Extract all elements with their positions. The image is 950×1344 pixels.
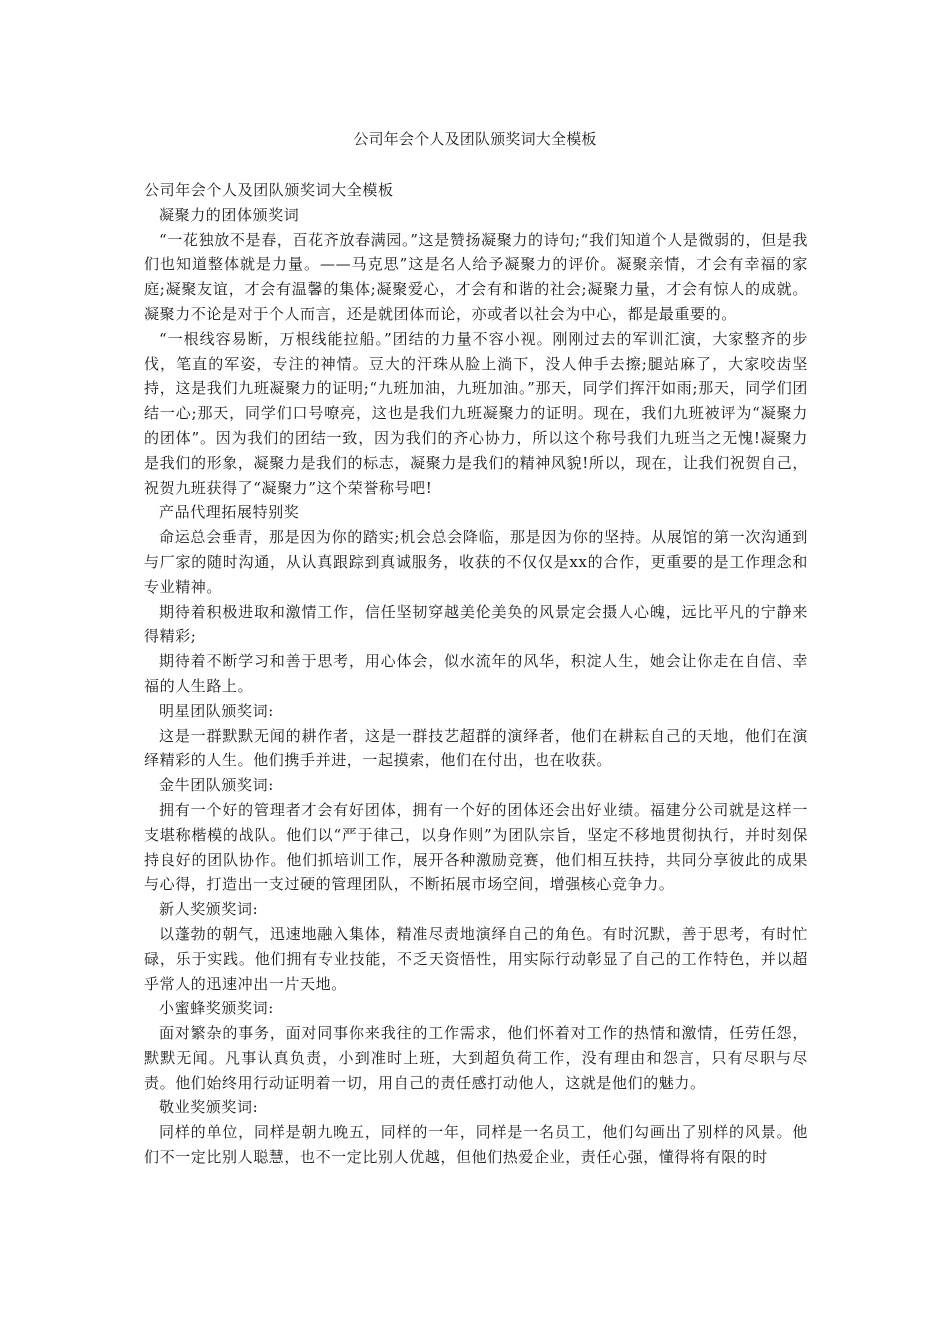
paragraph: 小蜜蜂奖颁奖词:	[159, 999, 274, 1018]
paragraph: 面对繁杂的事务，面对同事你来我往的工作需求，他们怀着对工作的热情和激情，任劳任怨，默默无闻。凡事认真负责，小到准时上班，大到超负荷工作，没有理由和怨言，只有尽职与尽责。他们始终用行动证明着一切，用自己的责任感打动他人，这就是他们的魅力。	[144, 1024, 808, 1092]
paragraph: 敬业奖颁奖词:	[159, 1098, 259, 1117]
paragraph: 公司年会个人及团队颁奖词大全模板	[144, 181, 394, 199]
paragraph: 命运总会垂青，那是因为你的踏实;机会总会降临，那是因为你的坚持。从展馆的第一次沟通到与厂家的随时沟通，从认真跟踪到真诚服务，收获的不仅仅是xx的合作，更重要的是工作理念和专业精神。	[144, 528, 808, 596]
paragraph: 新人奖颁奖词:	[159, 900, 259, 919]
document-title: 公司年会个人及团队颁奖词大全模板	[353, 130, 597, 148]
paragraph: “一花独放不是春，百花齐放春满园。”这是赞扬凝聚力的诗句;“我们知道个人是微弱的，但是我们也知道整体就是力量。——马克思”这是名人给予凝聚力的评价。凝聚亲情，才会有幸福的家庭;凝聚友谊，才会有温馨的集体;凝聚爱心，才会有和谐的社会;凝聚力量，才会有惊人的成就。凝聚力不论是对于个人而言，还是就团体而论，亦或者以社会为中心，都是最重要的。	[144, 230, 808, 323]
paragraph: 凝聚力的团体颁奖词	[159, 205, 300, 224]
paragraph: 期待着积极进取和激情工作，信任坚韧穿越美伦美奂的风景定会摄人心魄，远比平凡的宁静来得精彩;	[144, 602, 808, 646]
paragraph: 产品代理拓展特别奖	[159, 503, 300, 522]
paragraph: “一根线容易断，万根线能拉船。”团结的力量不容小视。刚刚过去的军训汇演，大家整齐的步伐，笔直的军姿，专注的神情。豆大的汗珠从脸上淌下，没人伸手去擦;腿站麻了，大家咬齿坚持，这是我们九班凝聚力的证明;“九班加油，九班加油。”那天，同学们挥汗如雨;那天，同学们团结一心;那天，同学们口号嘹亮，这也是我们九班凝聚力的证明。现在，我们九班被评为“凝聚力的团体”。因为我们的团结一致，因为我们的齐心协力，所以这个称号我们九班当之无愧!凝聚力是我们的形象，凝聚力是我们的标志，凝聚力是我们的精神风貌!所以，现在，让我们祝贺自己，祝贺九班获得了“凝聚力”这个荣誉称号吧!	[144, 329, 808, 497]
paragraph: 拥有一个好的管理者才会有好团体，拥有一个好的团体还会出好业绩。福建分公司就是这样一支堪称楷模的战队。他们以“严于律己，以身作则”为团队宗旨，坚定不移地贯彻执行，并时刻保持良好的团队协作。他们抓培训工作，展开各种激励竞赛，他们相互扶持，共同分享彼此的成果与心得，打造出一支过硬的管理团队，不断拓展市场空间，增强核心竞争力。	[144, 800, 808, 894]
document-body	[144, 178, 808, 1170]
paragraph: 这是一群默默无闻的耕作者，这是一群技艺超群的演绎者，他们在耕耘自己的天地，他们在演绎精彩的人生。他们携手并进，一起摸索，他们在付出，也在收获。	[144, 726, 808, 770]
paragraph: 期待着不断学习和善于思考，用心体会，似水流年的风华，积淀人生，她会让你走在自信、幸福的人生路上。	[144, 652, 808, 695]
paragraph: 同样的单位，同样是朝九晚五，同样的一年，同样是一名员工，他们勾画出了别样的风景。他们不一定比别人聪慧，也不一定比别人优越，但他们热爱企业，责任心强，懂得将有限的时	[144, 1123, 808, 1167]
paragraph: 以蓬勃的朝气，迅速地融入集体，精准尽责地演绎自己的角色。有时沉默，善于思考，有时忙碌，乐于实践。他们拥有专业技能，不乏天资悟性，用实际行动彰显了自己的工作特色，并以超乎常人的迅速冲出一片天地。	[144, 924, 808, 993]
paragraph: 明星团队颁奖词:	[159, 701, 274, 720]
paragraph: 金牛团队颁奖词:	[159, 776, 274, 795]
